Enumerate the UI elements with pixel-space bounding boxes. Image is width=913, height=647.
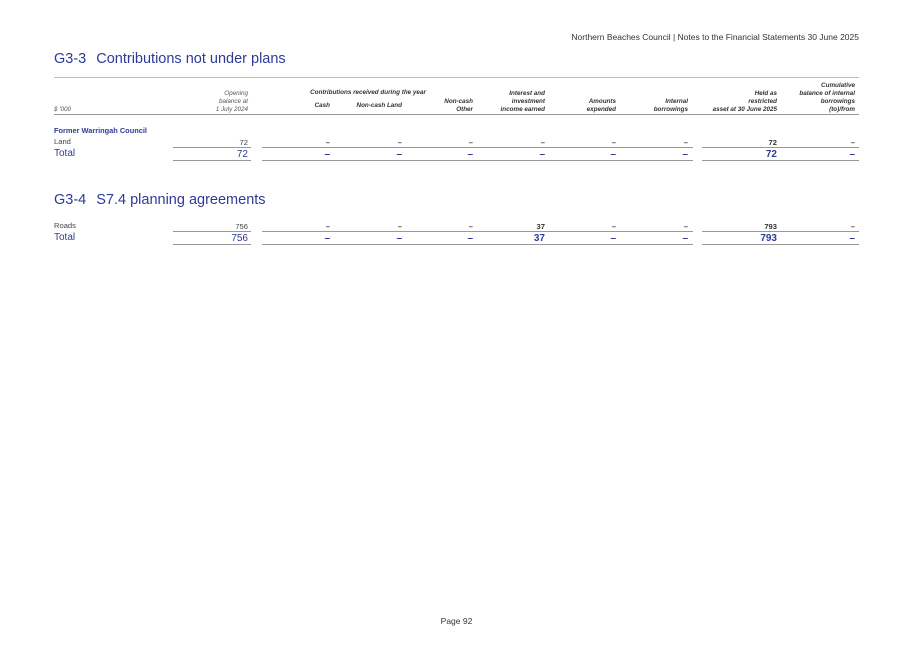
col-header-interest: Interest and investment income earned [500, 90, 545, 113]
cell-noncash-land: – [397, 138, 402, 147]
total-rule [262, 147, 693, 148]
cell-amounts: – [611, 138, 616, 147]
section-number: G3-3 [54, 51, 87, 67]
row-label: Land [54, 137, 71, 146]
total-bottom-rule [262, 160, 693, 161]
section-title-text: Contributions not under plans [96, 51, 286, 67]
total-opening: 756 [231, 233, 248, 244]
total-noncash-land: – [396, 233, 402, 244]
col-header-cumulative: Cumulative balance of internal borrowings (to)/from [799, 82, 855, 113]
cell-cash: – [325, 222, 330, 231]
cell-noncash-land: – [397, 222, 402, 231]
cell-opening: 72 [239, 138, 248, 147]
total-noncash-other: – [467, 233, 473, 244]
header-top-rule [54, 77, 859, 78]
total-bottom-rule [702, 244, 859, 245]
cell-opening: 756 [235, 222, 248, 231]
cell-interest: – [540, 138, 545, 147]
total-internal: – [682, 149, 688, 160]
col-header-contrib-group: Contributions received during the year [310, 89, 426, 96]
total-cash: – [324, 233, 330, 244]
cell-interest: 37 [536, 222, 545, 231]
total-held: 72 [765, 149, 777, 160]
col-header-amounts: Amounts expended [586, 98, 616, 113]
total-label: Total [54, 232, 76, 243]
row-label: Roads [54, 221, 76, 230]
cell-amounts: – [611, 222, 616, 231]
total-label: Total [54, 148, 76, 159]
total-rule [173, 147, 251, 148]
col-header-opening: Opening balance at 1 July 2024 [215, 90, 248, 113]
total-cash: – [324, 149, 330, 160]
cell-cumulative: – [850, 138, 855, 147]
total-noncash-other: – [467, 149, 473, 160]
document-header: Northern Beaches Council | Notes to the Financial Statements 30 June 2025 [571, 32, 859, 42]
col-header-cash: Cash [314, 102, 330, 109]
total-amounts: – [610, 149, 616, 160]
total-bottom-rule [262, 244, 693, 245]
cell-held: 72 [768, 138, 777, 147]
total-held: 793 [760, 233, 777, 244]
total-rule [262, 231, 693, 232]
cell-cash: – [325, 138, 330, 147]
cell-noncash-other: – [468, 138, 473, 147]
total-interest: 37 [533, 233, 545, 244]
section-title-g3-4 [54, 192, 266, 208]
page-number: Page 92 [440, 616, 473, 626]
total-bottom-rule [702, 160, 859, 161]
total-bottom-rule [173, 160, 251, 161]
cell-internal: – [683, 138, 688, 147]
cell-cumulative: – [850, 222, 855, 231]
total-rule [702, 231, 859, 232]
section-title-g3-3 [54, 51, 286, 67]
section-number: G3-4 [54, 192, 87, 208]
unit-header: $ '000 [54, 106, 71, 113]
section-title-text: S7.4 planning agreements [96, 192, 266, 208]
total-internal: – [682, 233, 688, 244]
total-rule [702, 147, 859, 148]
col-header-held: Held as restricted asset at 30 June 2025 [712, 90, 777, 113]
col-header-internal: Internal borrowings [653, 98, 688, 113]
cell-noncash-other: – [468, 222, 473, 231]
total-noncash-land: – [396, 149, 402, 160]
cell-internal: – [683, 222, 688, 231]
total-interest: – [539, 149, 545, 160]
total-rule [173, 231, 251, 232]
col-header-noncash-other: Non-cash Other [444, 98, 473, 113]
total-cumulative: – [849, 149, 855, 160]
header-bottom-rule [54, 114, 859, 115]
total-cumulative: – [849, 233, 855, 244]
col-header-noncash-land: Non-cash Land [356, 102, 402, 109]
cell-held: 793 [764, 222, 777, 231]
total-bottom-rule [173, 244, 251, 245]
total-opening: 72 [236, 149, 248, 160]
group-label: Former Warringah Council [54, 126, 147, 135]
total-amounts: – [610, 233, 616, 244]
